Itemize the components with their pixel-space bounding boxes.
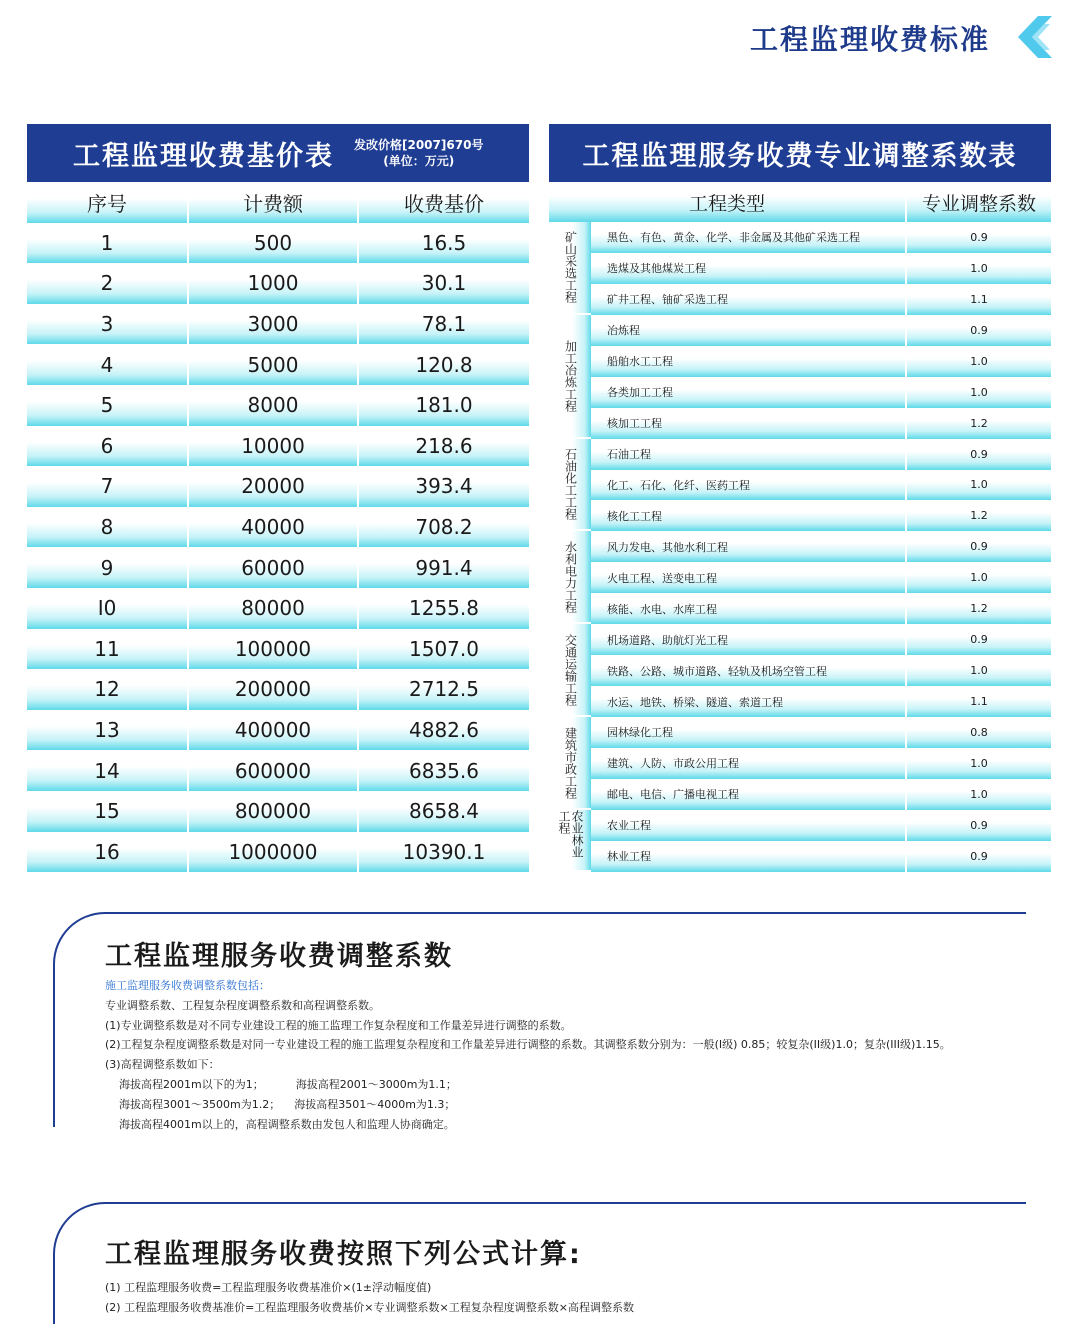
body-line: (2)工程复杂程度调整系数是对同一专业建设工程的施工监理复杂程度和工作量差异进行调整的系数。其调整系数分别为：一般(I级) 0.85；较复杂(II级)1.0；复杂(III级)1.15。 [105,1038,951,1052]
row-number: 7 [27,466,189,507]
note-line-1: 发改价格[2007]670号 [354,138,484,152]
base-price: 78.1 [359,304,529,345]
table-row [591,748,1051,779]
fee-amount: 40000 [189,507,359,548]
base-price: 2712.5 [359,669,529,710]
coefficient-value: 1.0 [907,253,1051,284]
project-type: 矿井工程、铀矿采选工程 [591,284,907,315]
table-row [27,263,529,304]
coefficient-value: 0.9 [907,531,1051,562]
coefficient-value: 1.0 [907,748,1051,779]
table-row [591,315,1051,346]
body-line: (1)专业调整系数是对不同专业建设工程的施工监理工作复杂程度和工作量差异进行调整的系数。 [105,1018,572,1032]
table-row [591,253,1051,284]
project-type: 机场道路、助航灯光工程 [591,624,907,655]
table-row [591,470,1051,501]
fee-amount: 1000 [189,263,359,304]
table-row [591,222,1051,253]
base-price: 16.5 [359,223,529,264]
coefficient-value: 1.0 [907,470,1051,501]
category-label: 建筑市政工程 [563,726,578,799]
project-type: 黑色、有色、黄金、化学、非金属及其他矿采选工程 [591,222,907,253]
project-type: 林业工程 [591,841,907,872]
altitude-item: 海拔高程3001～3500m为1.2； [119,1097,281,1111]
category-cell [549,810,591,872]
fee-amount: 600000 [189,750,359,791]
row-number: 9 [27,547,189,588]
category-cell [549,439,591,532]
altitude-line [105,1095,951,1115]
body-line: (3)高程调整系数如下： [105,1058,220,1072]
altitude-line: 海拔高程4001m以上的，高程调整系数由发包人和监理人协商确定。 [119,1117,455,1131]
project-type: 火电工程、送变电工程 [591,562,907,593]
table-row [27,629,529,670]
base-price: 218.6 [359,426,529,467]
project-type: 风力发电、其他水利工程 [591,531,907,562]
table-row [591,624,1051,655]
base-price: 1255.8 [359,588,529,629]
row-number: 16 [27,832,189,873]
project-type: 水运、地铁、桥梁、隧道、索道工程 [591,686,907,717]
category-label: 水利电力工程 [563,540,578,613]
table-row [591,655,1051,686]
project-type: 各类加工工程 [591,377,907,408]
column-header-row [549,182,1051,222]
project-type: 核能、水电、水库工程 [591,593,907,624]
row-number: 11 [27,629,189,670]
coefficient-value: 1.0 [907,377,1051,408]
column-header: 工程类型 [549,182,907,222]
category-cell [549,717,591,810]
table-row [591,531,1051,562]
table-row [27,750,529,791]
body-line: 专业调整系数、工程复杂程度调整系数和高程调整系数。 [105,998,380,1012]
fee-amount: 8000 [189,385,359,426]
project-type: 邮电、电信、广播电视工程 [591,779,907,810]
formula-section [53,1202,1026,1324]
project-type: 核加工工程 [591,408,907,439]
base-price: 30.1 [359,263,529,304]
formula-line: (2) 工程监理服务收费基准价=工程监理服务收费基价×专业调整系数×工程复杂程度调整系数×高程调整系数 [105,1300,634,1314]
adjustment-section [53,912,1026,1131]
base-price: 120.8 [359,344,529,385]
project-type: 选煤及其他煤炭工程 [591,253,907,284]
section-body [105,976,951,1134]
fee-amount: 80000 [189,588,359,629]
base-price: 4882.6 [359,710,529,751]
table-row [591,284,1051,315]
fee-amount: 200000 [189,669,359,710]
base-price-table-note [354,137,483,169]
coefficient-value: 1.1 [907,284,1051,315]
formula-body [105,1278,634,1318]
coefficient-value: 1.2 [907,500,1051,531]
altitude-item: 海拔高程3501～4000m为1.3； [294,1097,456,1111]
column-header: 序号 [27,182,189,223]
coefficient-value: 0.9 [907,439,1051,470]
table-row [591,562,1051,593]
category-cell [549,315,591,439]
column-header-row [27,182,529,223]
note-line-2: (单位：万元) [383,154,455,168]
table-row [27,669,529,710]
table-row [27,223,529,264]
column-header: 收费基价 [359,182,529,223]
table-row [27,344,529,385]
table-row [591,500,1051,531]
coefficient-value: 0.9 [907,222,1051,253]
table-row [591,779,1051,810]
row-number: 5 [27,385,189,426]
category-cell [549,531,591,624]
table-row [591,810,1051,841]
table-row [27,426,529,467]
coefficient-value: 1.0 [907,779,1051,810]
row-number: 14 [27,750,189,791]
table-row [27,547,529,588]
fee-amount: 1000000 [189,832,359,873]
altitude-item: 海拔高程2001m以下的为1； [119,1077,264,1091]
project-type: 冶炼程 [591,315,907,346]
table-row [591,377,1051,408]
table-row [591,346,1051,377]
base-price: 1507.0 [359,629,529,670]
fee-amount: 400000 [189,710,359,751]
table-row [591,408,1051,439]
fee-amount: 60000 [189,547,359,588]
coefficient-table-body [549,222,1051,872]
project-type: 铁路、公路、城市道路、轻轨及机场空管工程 [591,655,907,686]
base-price: 6835.6 [359,750,529,791]
row-number: 13 [27,710,189,751]
intro-text: 施工监理服务收费调整系数包括： [105,979,270,992]
project-type: 船舶水工工程 [591,346,907,377]
category-label: 农业林业工程 [557,810,584,859]
table-row [27,385,529,426]
table-row [27,791,529,832]
table-row [591,717,1051,748]
category-label: 石油化工工程 [563,448,578,521]
table-row [27,832,529,873]
coefficient-value: 0.8 [907,717,1051,748]
coefficient-value: 1.2 [907,408,1051,439]
base-price: 181.0 [359,385,529,426]
coefficient-table [549,124,1051,872]
column-header: 专业调整系数 [907,182,1051,222]
row-number: I0 [27,588,189,629]
formula-line: (1) 工程监理服务收费=工程监理服务收费基准价×(1±浮动幅度值) [105,1281,432,1294]
coefficient-value: 0.9 [907,315,1051,346]
chevron-left-icon [1014,14,1054,60]
table-row [27,710,529,751]
table-row [27,588,529,629]
section-title: 工程监理服务收费调整系数 [105,941,453,972]
coefficient-table-title: 工程监理服务收费专业调整系数表 [549,124,1051,182]
base-price: 991.4 [359,547,529,588]
row-number: 3 [27,304,189,345]
coefficient-value: 1.0 [907,346,1051,377]
category-label: 交通运输工程 [563,633,578,706]
table-row [591,439,1051,470]
project-type: 化工、石化、化纤、医药工程 [591,470,907,501]
base-price: 393.4 [359,466,529,507]
coefficient-value: 0.9 [907,841,1051,872]
table-row [27,507,529,548]
fee-amount: 800000 [189,791,359,832]
category-cell [549,222,591,315]
table-row [591,686,1051,717]
coefficient-value: 1.2 [907,593,1051,624]
row-number: 1 [27,223,189,264]
altitude-line [105,1075,951,1095]
category-label: 加工冶炼工程 [563,339,578,412]
base-price: 10390.1 [359,832,529,873]
base-price: 8658.4 [359,791,529,832]
fee-amount: 10000 [189,426,359,467]
fee-amount: 3000 [189,304,359,345]
fee-amount: 500 [189,223,359,264]
page-title: 工程监理收费标准 [749,23,990,56]
project-type: 农业工程 [591,810,907,841]
base-price: 708.2 [359,507,529,548]
category-cell [549,624,591,717]
row-number: 12 [27,669,189,710]
coefficient-value: 0.9 [907,624,1051,655]
fee-amount: 5000 [189,344,359,385]
row-number: 6 [27,426,189,467]
project-type: 建筑、人防、市政公用工程 [591,748,907,779]
table-row [27,466,529,507]
coefficient-value: 1.0 [907,562,1051,593]
category-label: 矿山采选工程 [563,231,578,304]
base-price-table [27,124,529,872]
project-type: 园林绿化工程 [591,717,907,748]
fee-amount: 20000 [189,466,359,507]
table-row [591,841,1051,872]
project-type: 石油工程 [591,439,907,470]
row-number: 4 [27,344,189,385]
base-price-table-header [27,124,529,182]
coefficient-value: 1.0 [907,655,1051,686]
fee-amount: 100000 [189,629,359,670]
row-number: 15 [27,791,189,832]
row-number: 2 [27,263,189,304]
project-type: 核化工工程 [591,500,907,531]
coefficient-value: 1.1 [907,686,1051,717]
coefficient-value: 0.9 [907,810,1051,841]
altitude-item: 海拔高程2001～3000m为1.1； [295,1077,457,1091]
table-row [27,304,529,345]
base-price-table-title: 工程监理收费基价表 [73,140,334,172]
row-number: 8 [27,507,189,548]
table-row [591,593,1051,624]
column-header: 计费额 [189,182,359,223]
section-title: 工程监理服务收费按照下列公式计算: [105,1239,582,1270]
